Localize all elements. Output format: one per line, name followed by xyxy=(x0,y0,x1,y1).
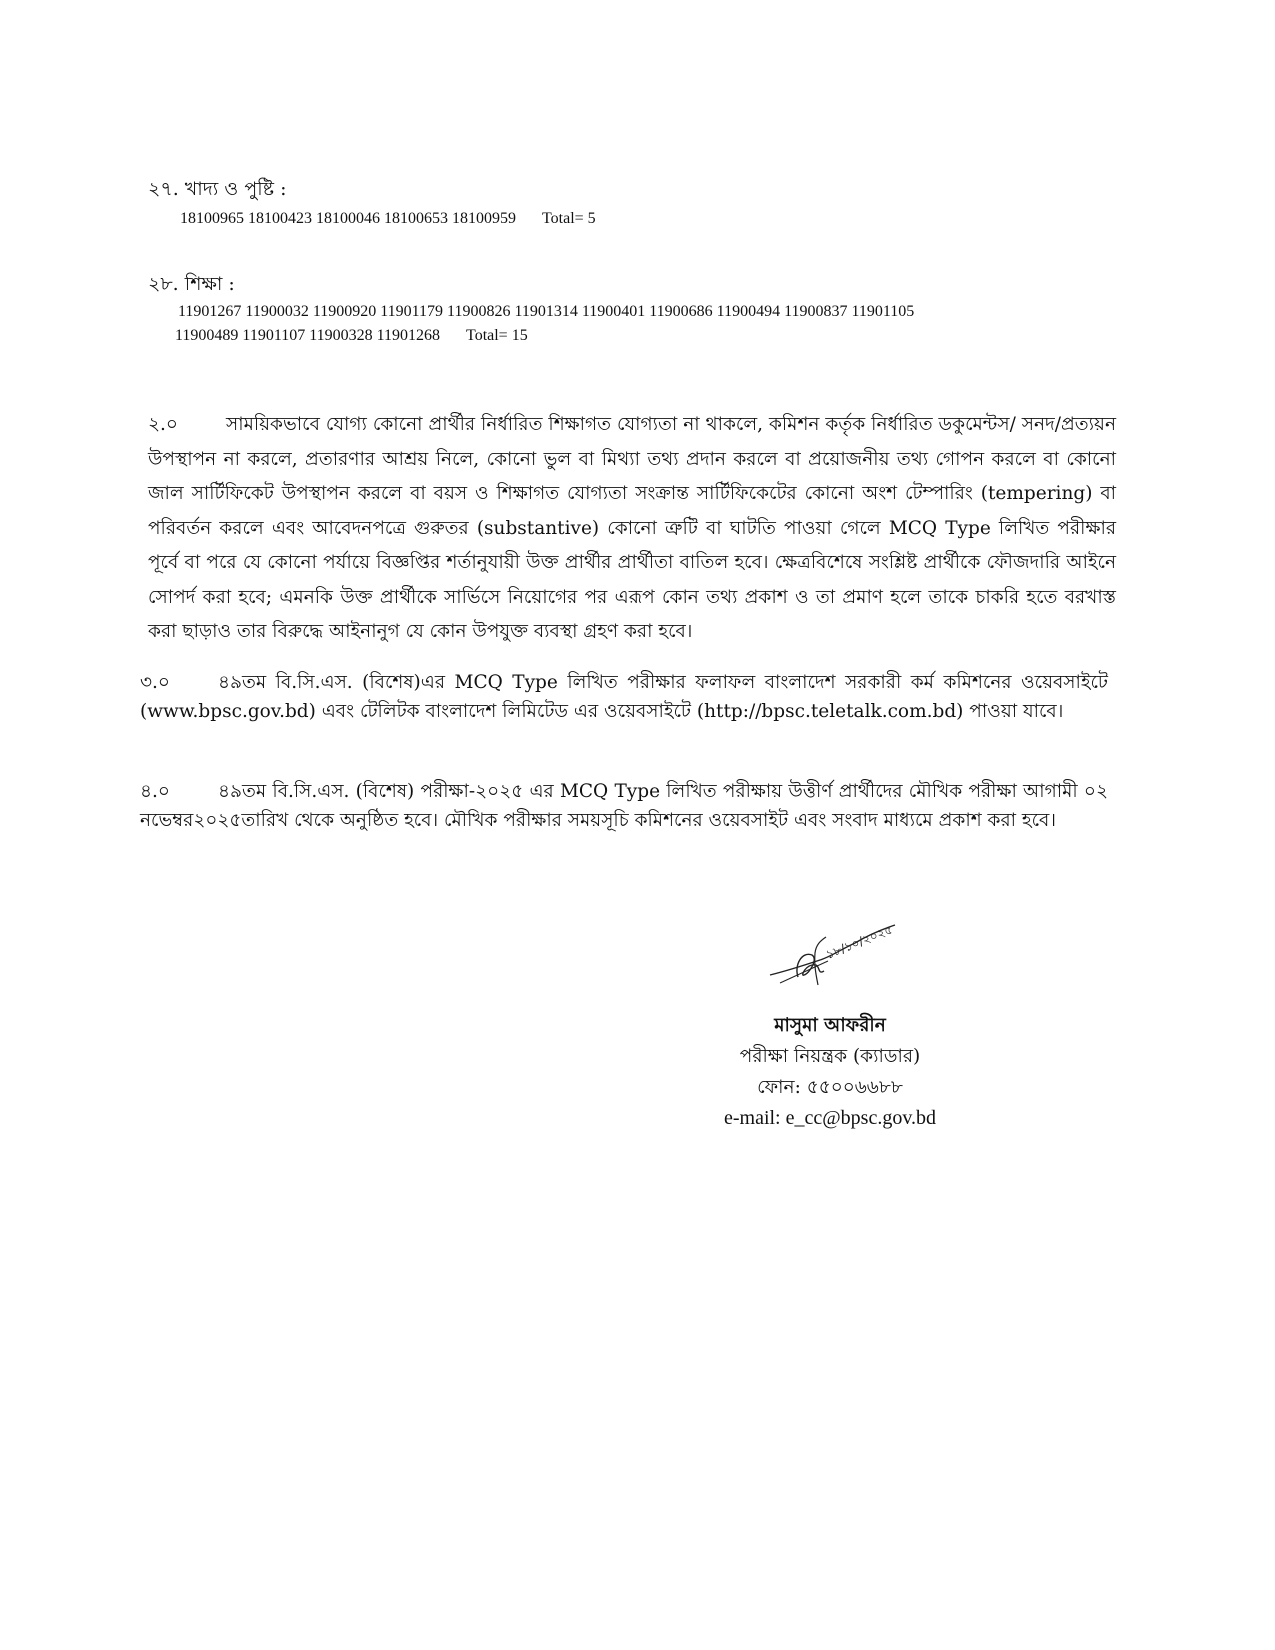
signatory-designation: পরীক্ষা নিয়ন্ত্রক (ক্যাডার) xyxy=(739,1046,921,1067)
section-27-ids: 18100965 18100423 18100046 18100653 18100959 xyxy=(180,210,516,227)
section-28-ids-line1: 11901267 11900032 11900920 11901179 11900826 11901314 11900401 11900686 11900494 11900837 11901105 xyxy=(178,303,915,320)
signatory-phone: ফোন: ৫৫০০৬৬৮৮ xyxy=(757,1077,903,1098)
paragraph-3 xyxy=(140,668,1108,726)
paragraph-2 xyxy=(148,408,1116,650)
paragraph-4-text: ৪৯তম বি.সি.এস. (বিশেষ) পরীক্ষা-২০২৫ এর MCQ Type লিখিত পরীক্ষায় উত্তীর্ণ প্রার্থীদের মৌখিক পরীক্ষা আগামী ০২ নভেম্বর২০২৫তারিখ থেকে অনুষ্ঠিত হবে। মৌখিক পরীক্ষার সময়সূচি কমিশনের ওয়েবসাইট এবং সংবাদ মাধ্যমে প্রকাশ করা হবে। xyxy=(140,781,1108,831)
section-28-roll-numbers xyxy=(175,300,915,348)
signature-date: ১৮/১০/২০২৫ xyxy=(823,922,895,962)
paragraph-2-text: সাময়িকভাবে যোগ্য কোনো প্রার্থীর নির্ধারিত শিক্ষাগত যোগ্যতা না থাকলে, কমিশন কর্তৃক নির্ধারিত ডকুমেন্টস/ সনদ/প্রত্যয়ন উপস্থাপন না করলে, প্রতারণার আশ্রয় নিলে, কোনো ভুল বা মিথ্যা তথ্য প্রদান করলে বা প্রয়োজনীয় তথ্য গোপন করলে বা কোনো জাল সার্টিফিকেট উপস্থাপন করলে বা বয়স ও শিক্ষাগত যোগ্যতা সংক্রান্ত সার্টিফিকেটের কোনো অংশ টেম্পারিং (tempering) বা পরিবর্তন করলে এবং আবেদনপত্রে গুরুতর (substantive) কোনো ত্রুটি বা ঘাটতি পাওয়া গেলে MCQ Type লিখিত পরীক্ষার পূর্বে বা পরে যে কোনো পর্যায়ে বিজ্ঞপ্তির শর্তানুযায়ী উক্ত প্রার্থীর প্রার্থীতা বাতিল হবে। ক্ষেত্রবিশেষে সংশ্লিষ্ট প্রার্থীকে ফৌজদারি আইনে সোপর্দ করা হবে; এমনকি উক্ত প্রার্থীকে সার্ভিসে নিয়োগের পর এরূপ কোন তথ্য প্রকাশ ও তা প্রমাণ হলে তাকে চাকরি হতে বরখাস্ত করা ছাড়াও তার বিরুদ্ধে আইনানুগ যে কোন উপযুক্ত ব্যবস্থা গ্রহণ করা হবে। xyxy=(148,414,1116,642)
signatory-name: মাসুমা আফরীন xyxy=(774,1015,886,1036)
paragraph-4-number: ৪.০ xyxy=(140,781,170,802)
paragraph-3-number: ৩.০ xyxy=(140,672,170,693)
paragraph-4 xyxy=(140,777,1108,835)
section-27-roll-numbers xyxy=(180,207,596,231)
handwritten-signature xyxy=(760,915,910,995)
section-27-total: Total= 5 xyxy=(542,210,596,227)
signatory-block xyxy=(680,1010,980,1134)
paragraph-3-text: ৪৯তম বি.সি.এস. (বিশেষ)এর MCQ Type লিখিত পরীক্ষার ফলাফল বাংলাদেশ সরকারী কর্ম কমিশনের ওয়েবসাইটে (www.bpsc.gov.bd) এবং টেলিটক বাংলাদেশ লিমিটেড এর ওয়েবসাইটে (http://bpsc.teletalk.com.bd) পাওয়া যাবে। xyxy=(140,672,1108,722)
section-28-heading: ২৮. শিক্ষা : xyxy=(148,273,235,295)
paragraph-2-number: ২.০ xyxy=(148,414,178,435)
section-28-ids-line2: 11900489 11901107 11900328 11901268 xyxy=(175,327,441,344)
signatory-email: e-mail: e_cc@bpsc.gov.bd xyxy=(723,1107,937,1129)
section-28-total: Total= 15 xyxy=(466,327,528,344)
section-27-heading: ২৭. খাদ্য ও পুষ্টি : xyxy=(148,178,287,200)
